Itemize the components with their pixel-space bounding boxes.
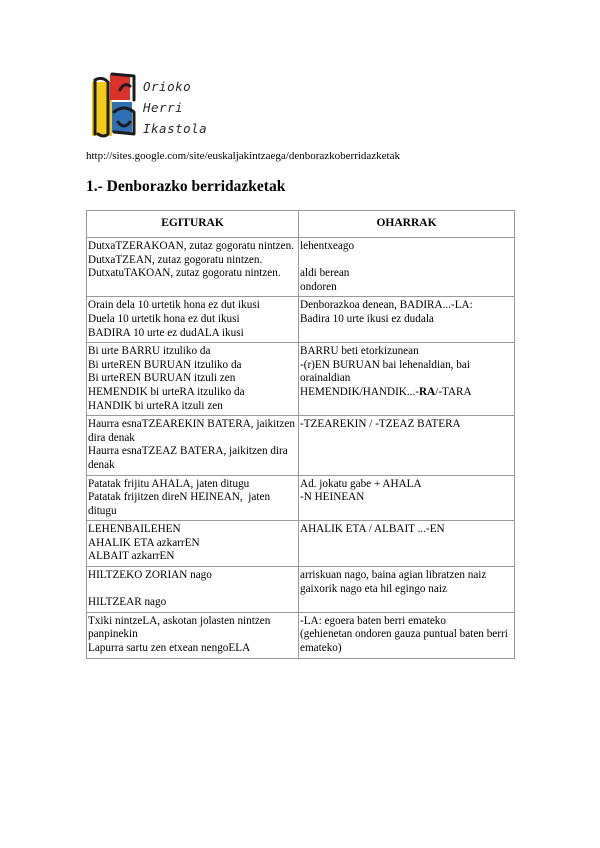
cell-line: -N HEINEAN xyxy=(300,491,365,504)
cell-line: AHALIK ETA / ALBAIT ...-EN xyxy=(300,523,445,536)
cell-line: (gehienetan ondoren gauza puntual baten berri emateko) xyxy=(300,628,511,655)
cell-line: Duela 10 urtetik hona ez dut ikusi xyxy=(88,312,240,325)
cell-line: Lapurra sartu zen etxean nengoELA xyxy=(88,642,251,655)
cell-line: Haurra esnaTZEAREKIN BATERA, jaikitzen dira denak xyxy=(88,418,298,444)
cell-line: -TZEAREKIN / -TZEAZ BATERA xyxy=(300,418,461,431)
logo-wordmark xyxy=(143,76,215,139)
table-row xyxy=(87,475,515,521)
note-cell xyxy=(299,416,515,475)
cell-line: DutxatuTAKOAN, zutaz gogoratu nintzen. xyxy=(88,267,281,280)
logo-blue-block xyxy=(112,102,132,132)
cell-line: HEMENDIK bi urteRA itzuliko da xyxy=(88,385,245,398)
cell-line: Orain dela 10 urtetik hona ez dut ikusi xyxy=(88,299,260,312)
logo-line-2: Herri xyxy=(143,100,184,115)
cell-line: DutxaTZEAN, zutaz gogoratu nintzen. xyxy=(88,253,263,266)
logo-line-1: Orioko xyxy=(143,79,192,94)
logo-emblem-icon xyxy=(90,72,142,140)
cell-line: Haurra esnaTZEAZ BATERA, jaikitzen dira denak xyxy=(88,445,291,471)
rewrite-table xyxy=(86,210,515,659)
table-row xyxy=(87,238,515,297)
blank-line xyxy=(88,583,297,597)
cell-fragment-post: /-TARA xyxy=(435,385,472,398)
cell-line: BARRU beti etorkizunean xyxy=(300,345,419,358)
cell-line: HILTZEAR nago xyxy=(88,596,167,609)
cell-fragment-bold: RA xyxy=(419,385,436,398)
structure-cell xyxy=(87,521,299,567)
cell-line: ALBAIT azkarrEN xyxy=(88,550,175,563)
note-cell xyxy=(299,521,515,567)
cell-line: aldi berean xyxy=(300,267,350,280)
cell-line: HILTZEKO ZORIAN nago xyxy=(88,569,212,582)
header-egiturak: EGITURAK xyxy=(87,211,299,238)
table-row xyxy=(87,297,515,343)
table-row xyxy=(87,416,515,475)
blank-line xyxy=(300,254,513,268)
cell-fragment-pre: HEMENDIK/HANDIK...- xyxy=(300,385,420,398)
header-oharrak: OHARRAK xyxy=(299,211,515,238)
structure-cell xyxy=(87,343,299,416)
cell-line: lehentxeago xyxy=(300,240,355,252)
structure-cell xyxy=(87,416,299,475)
note-cell xyxy=(299,343,515,416)
cell-line: Patatak frijitzen direN HEINEAN, jaten ditugu xyxy=(88,491,273,517)
cell-line: Denborazkoa denean, BADIRA...-LA: xyxy=(300,299,473,312)
cell-line: AHALIK ETA azkarrEN xyxy=(88,536,200,549)
table-row xyxy=(87,343,515,416)
cell-line: gaixorik nago eta hil egingo naiz xyxy=(300,582,447,595)
table-row xyxy=(87,521,515,567)
cell-line: Txiki nintzeLA, askotan jolasten nintzen panpinekin xyxy=(88,614,274,641)
cell-line: DutxaTZERAKOAN, zutaz gogoratu nintzen. xyxy=(88,240,294,252)
cell-line: Bi urteREN BURUAN itzuliko da xyxy=(88,358,242,371)
table-header-row xyxy=(87,211,515,238)
note-cell xyxy=(299,567,515,613)
cell-line: Bi urte BARRU itzuliko da xyxy=(88,345,211,358)
structure-cell xyxy=(87,475,299,521)
note-cell xyxy=(299,297,515,343)
source-url[interactable]: http://sites.google.com/site/euskaljakintzaega/denborazkoberridazketak xyxy=(86,150,400,162)
structure-cell xyxy=(87,612,299,658)
cell-line: Patatak frijitu AHALA, jaten ditugu xyxy=(88,477,250,490)
cell-line: ondoren xyxy=(300,280,337,293)
cell-line: BADIRA 10 urte ez dudALA ikusi xyxy=(88,326,244,339)
cell-line: arriskuan nago, baina agian libratzen naiz xyxy=(300,569,487,582)
cell-line: -(r)EN BURUAN bai lehenaldian, bai orainaldian xyxy=(300,358,473,385)
note-cell xyxy=(299,475,515,521)
cell-line: Ad. jokatu gabe + AHALA xyxy=(300,477,422,490)
structure-cell xyxy=(87,297,299,343)
logo-red-block xyxy=(110,74,130,100)
structure-cell xyxy=(87,567,299,613)
structure-cell xyxy=(87,238,299,297)
cell-line: -LA: egoera baten berri emateko xyxy=(300,614,446,627)
logo-line-3: Ikastola xyxy=(143,121,208,136)
cell-line: HANDIK bi urteRA itzuli zen xyxy=(88,399,223,412)
cell-line xyxy=(300,386,513,400)
page-title: 1.- Denborazko berridazketak xyxy=(86,178,286,195)
cell-line: Bi urteREN BURUAN itzuli zen xyxy=(88,372,236,385)
cell-line: Badira 10 urte ikusi ez dudala xyxy=(300,312,434,325)
table-row xyxy=(87,612,515,658)
cell-line: LEHENBAILEHEN xyxy=(88,523,181,536)
school-logo xyxy=(90,72,215,140)
table-row xyxy=(87,567,515,613)
note-cell xyxy=(299,612,515,658)
note-cell xyxy=(299,238,515,297)
table-body xyxy=(87,238,515,659)
